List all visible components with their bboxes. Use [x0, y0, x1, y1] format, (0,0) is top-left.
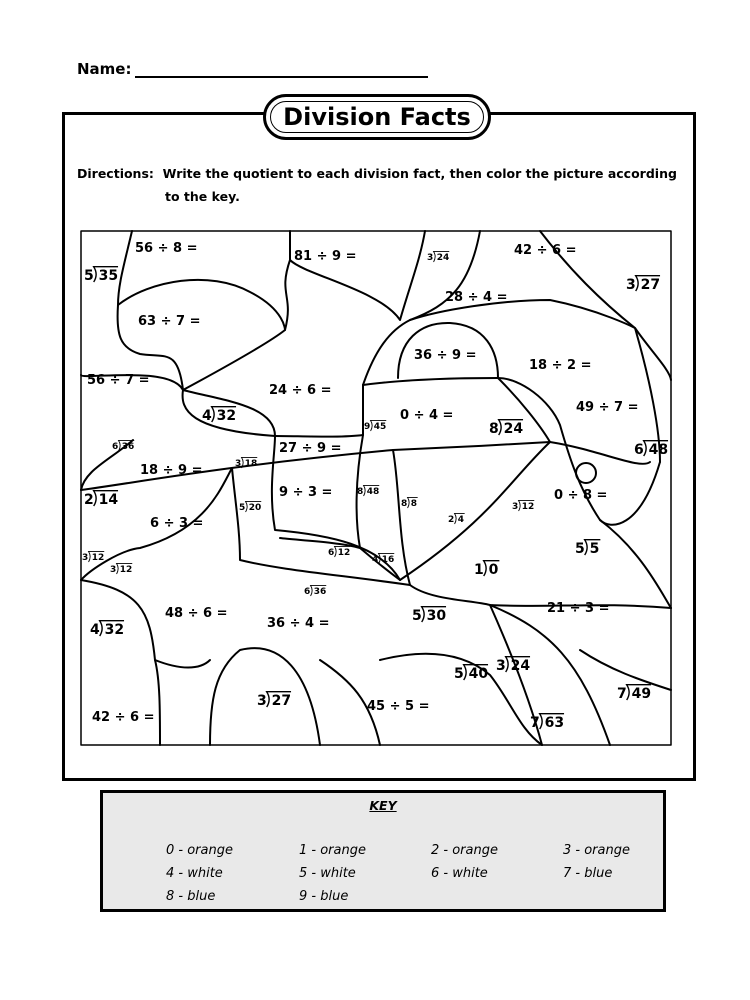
long-division-divisor: 4: [90, 622, 100, 638]
problem-label: 28 ÷ 4 =: [445, 290, 508, 305]
long-division-dividend: 0: [488, 562, 499, 578]
key-item: 0 - orange: [166, 843, 233, 858]
long-division-dividend: 5: [589, 541, 600, 557]
problem-label: 6 ÷ 3 =: [150, 516, 204, 531]
long-division-divisor: 3: [427, 253, 434, 263]
long-division-problem: [328, 546, 350, 558]
long-division-divisor: 6: [304, 587, 311, 597]
long-division-divisor: 6: [634, 442, 644, 458]
long-division-divisor: 3: [512, 502, 519, 512]
long-division-problem: [496, 657, 530, 674]
long-division-dividend: 20: [248, 503, 262, 513]
long-division-problem: [412, 607, 446, 624]
long-division-divisor: 9: [364, 422, 371, 432]
long-division-dividend: 14: [98, 492, 119, 508]
right-lower-diagonal: [600, 520, 671, 608]
long-division-problem: [530, 714, 564, 731]
bottom-left-inner: [155, 660, 210, 668]
long-division-problem: [626, 276, 660, 293]
long-division-problem: [357, 485, 379, 497]
bottom-band-top: [410, 585, 671, 608]
long-division-problem: [304, 585, 326, 597]
problem-label: 45 ÷ 5 =: [367, 699, 430, 714]
long-division-problem: [257, 692, 291, 709]
long-division-divisor: 3: [257, 693, 267, 709]
long-division-problem: [448, 513, 465, 525]
title-text: Division Facts: [283, 103, 471, 131]
long-division-dividend: 36: [121, 442, 135, 452]
long-division-dividend: 12: [91, 553, 105, 563]
long-division-problem: [90, 621, 124, 638]
name-blank-line[interactable]: [135, 76, 428, 78]
long-division-dividend: 63: [544, 715, 565, 731]
long-division-divisor: 8: [357, 487, 364, 497]
long-division-dividend: 48: [648, 442, 669, 458]
long-division-problem: [110, 563, 132, 575]
long-division-divisor: 5: [84, 268, 94, 284]
long-division-dividend: 45: [373, 422, 387, 432]
problem-label: 0 ÷ 4 =: [400, 408, 454, 423]
long-division-divisor: 4: [372, 555, 379, 565]
problem-label: 0 ÷ 8 =: [554, 488, 608, 503]
long-division-problem: [372, 553, 394, 565]
long-division-divisor: 1: [474, 562, 484, 578]
fish-eye-icon: [576, 463, 596, 483]
long-division-divisor: 5: [575, 541, 585, 557]
problem-label: 36 ÷ 4 =: [267, 616, 330, 631]
long-division-dividend: 24: [436, 253, 450, 263]
key-item: 9 - blue: [299, 889, 349, 904]
long-division-dividend: 30: [426, 608, 447, 624]
long-division-divisor: 3: [235, 459, 242, 469]
long-division-divisor: 5: [239, 503, 246, 513]
long-division-problem: [364, 420, 386, 432]
key-item: 5 - white: [299, 866, 356, 881]
long-division-divisor: 2: [448, 515, 455, 525]
long-division-divisor: 6: [112, 442, 119, 452]
key-title: KEY: [369, 798, 397, 813]
color-key: [100, 790, 666, 912]
problem-label: 9 ÷ 3 =: [279, 485, 333, 500]
long-division-divisor: 3: [626, 277, 636, 293]
cloud-right-edge: [290, 231, 425, 320]
problem-label: 18 ÷ 2 =: [529, 358, 592, 373]
long-division-problem: [454, 665, 488, 682]
problem-label: 24 ÷ 6 =: [269, 383, 332, 398]
long-division-problem: [489, 420, 523, 437]
long-division-problem: [202, 407, 236, 424]
long-division-divisor: 3: [82, 553, 89, 563]
long-division-dividend: 12: [119, 565, 133, 575]
key-item: 6 - white: [431, 866, 488, 881]
long-division-problem: [634, 441, 668, 458]
problem-labels: [87, 241, 639, 725]
long-division-problem: [235, 457, 257, 469]
name-row: [77, 60, 131, 78]
long-division-problem: [474, 561, 499, 578]
long-division-dividend: 32: [104, 622, 125, 638]
long-division-divisor: 8: [401, 499, 408, 509]
problem-label: 27 ÷ 9 =: [279, 441, 342, 456]
problem-label: 56 ÷ 7 =: [87, 373, 150, 388]
problem-label: 36 ÷ 9 =: [414, 348, 477, 363]
directions-line1: Write the quotient to each division fact, then color the picture according: [162, 166, 677, 181]
long-division-divisor: 2: [84, 492, 94, 508]
long-division-divisor: 6: [328, 548, 335, 558]
long-division-dividend: 4: [457, 515, 464, 525]
problem-label: 81 ÷ 9 =: [294, 249, 357, 264]
problem-label: 42 ÷ 6 =: [514, 243, 577, 258]
problem-label: 63 ÷ 7 =: [138, 314, 201, 329]
long-division-dividend: 24: [510, 658, 531, 674]
problem-label: 21 ÷ 3 =: [547, 601, 610, 616]
color-by-number-picture: [80, 230, 672, 746]
long-division-problem: [84, 267, 118, 284]
problem-label: 42 ÷ 6 =: [92, 710, 155, 725]
key-item: 1 - orange: [299, 843, 366, 858]
long-division-divisor: 7: [617, 686, 627, 702]
page-title: [263, 94, 491, 140]
key-item: 8 - blue: [166, 889, 216, 904]
long-division-dividend: 36: [313, 587, 327, 597]
directions: [77, 162, 677, 208]
long-division-problem: [575, 540, 600, 557]
directions-line2: to the key.: [165, 189, 240, 204]
long-division-dividend: 12: [521, 502, 535, 512]
long-division-divisor: 5: [412, 608, 422, 624]
long-division-dividend: 18: [244, 459, 258, 469]
long-division-dividend: 27: [640, 277, 661, 293]
long-division-dividend: 35: [98, 268, 119, 284]
long-division-problem: [82, 551, 104, 563]
long-division-problem: [112, 440, 134, 452]
long-division-problem: [401, 497, 418, 509]
long-division-dividend: 27: [271, 693, 292, 709]
name-label: Name:: [77, 60, 132, 78]
long-division-divisor: 3: [110, 565, 117, 575]
key-item: 4 - white: [166, 866, 223, 881]
problem-label: 18 ÷ 9 =: [140, 463, 203, 478]
problem-label: 49 ÷ 7 =: [576, 400, 639, 415]
long-division-dividend: 16: [381, 555, 395, 565]
long-division-problem: [239, 501, 261, 513]
long-division-divisor: 5: [454, 666, 464, 682]
long-division-problem: [427, 251, 449, 263]
long-division-dividend: 24: [503, 421, 524, 437]
key-item: 3 - orange: [563, 843, 630, 858]
long-division-problem: [617, 685, 651, 702]
long-division-dividend: 8: [410, 499, 417, 509]
long-division-dividend: 49: [631, 686, 652, 702]
long-division-dividend: 32: [216, 408, 237, 424]
key-item: 2 - orange: [431, 843, 498, 858]
long-division-dividend: 48: [366, 487, 380, 497]
directions-label: Directions:: [77, 166, 154, 181]
fish-fin-line: [393, 450, 410, 585]
long-division-divisor: 7: [530, 715, 540, 731]
key-item: 7 - blue: [563, 866, 613, 881]
problem-label: 48 ÷ 6 =: [165, 606, 228, 621]
long-division-divisor: 8: [489, 421, 499, 437]
long-division-dividend: 40: [468, 666, 489, 682]
long-division-dividend: 12: [337, 548, 351, 558]
long-division-problem: [512, 500, 534, 512]
long-division-divisor: 3: [496, 658, 506, 674]
long-division-divisor: 4: [202, 408, 212, 424]
right-middle: [410, 300, 660, 462]
long-division-problem: [84, 491, 118, 508]
problem-label: 56 ÷ 8 =: [135, 241, 198, 256]
